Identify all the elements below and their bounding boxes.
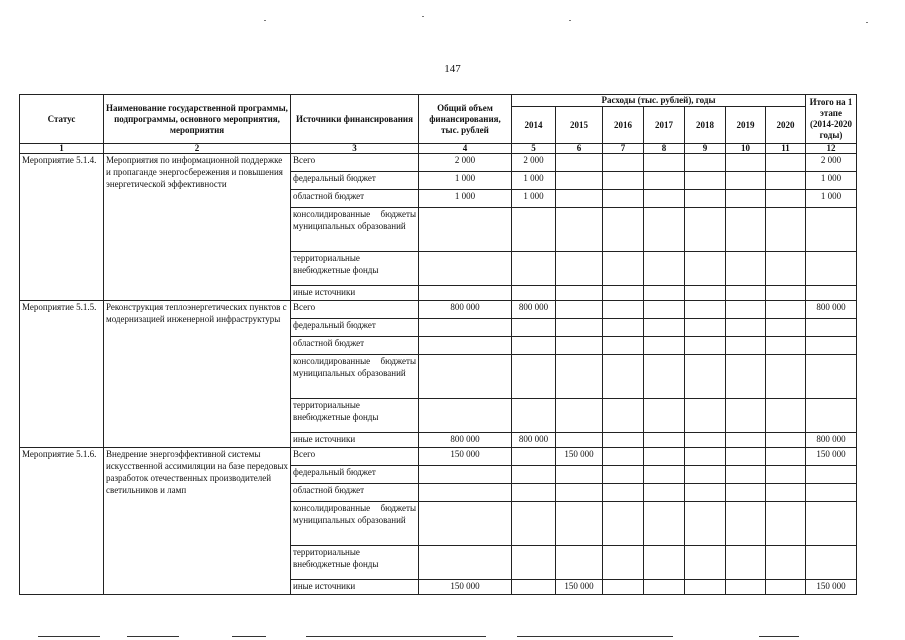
amount-cell	[603, 319, 644, 337]
header-year: 2018	[685, 107, 726, 144]
amount-cell	[419, 546, 512, 580]
scan-speck	[422, 16, 424, 17]
amount-cell	[766, 448, 806, 466]
amount-cell	[556, 286, 603, 301]
amount-cell	[644, 399, 685, 433]
amount-cell: 150 000	[556, 580, 603, 595]
amount-cell	[603, 502, 644, 546]
amount-cell	[726, 252, 766, 286]
amount-cell: 800 000	[419, 301, 512, 319]
column-number: 8	[644, 144, 685, 154]
event-name-cell: Реконструкция теплоэнергетических пунктов с модернизацией инженерной инфраструктуры	[104, 301, 291, 448]
amount-cell	[766, 466, 806, 484]
amount-cell	[419, 319, 512, 337]
amount-cell: 800 000	[419, 433, 512, 448]
amount-cell	[556, 190, 603, 208]
table-body	[20, 154, 857, 595]
amount-cell	[603, 399, 644, 433]
amount-cell: 2 000	[512, 154, 556, 172]
header-year: 2016	[603, 107, 644, 144]
column-number: 5	[512, 144, 556, 154]
amount-cell	[603, 433, 644, 448]
amount-cell	[603, 448, 644, 466]
amount-cell	[512, 546, 556, 580]
amount-cell	[556, 546, 603, 580]
amount-cell	[685, 319, 726, 337]
amount-cell: 800 000	[512, 301, 556, 319]
funding-source-cell: территориальные внебюджетные фонды	[291, 399, 419, 433]
amount-cell: 150 000	[806, 580, 857, 595]
amount-cell	[766, 301, 806, 319]
amount-cell	[685, 301, 726, 319]
amount-cell	[766, 502, 806, 546]
amount-cell	[766, 319, 806, 337]
amount-cell	[685, 208, 726, 252]
amount-cell	[512, 580, 556, 595]
amount-cell	[556, 252, 603, 286]
funding-source-cell: федеральный бюджет	[291, 466, 419, 484]
amount-cell	[556, 301, 603, 319]
amount-cell	[419, 484, 512, 502]
amount-cell	[419, 399, 512, 433]
header-year: 2017	[644, 107, 685, 144]
header-sources: Источники финансирования	[291, 95, 419, 144]
amount-cell	[685, 484, 726, 502]
scan-speck	[264, 20, 266, 21]
funding-source-cell: иные источники	[291, 580, 419, 595]
amount-cell	[603, 172, 644, 190]
amount-cell	[603, 337, 644, 355]
column-numbers-row	[20, 144, 857, 154]
header-stage-total: Итого на 1 этапе (2014-2020 годы)	[806, 95, 857, 144]
amount-cell: 1 000	[419, 172, 512, 190]
amount-cell	[726, 286, 766, 301]
amount-cell	[603, 208, 644, 252]
amount-cell	[685, 546, 726, 580]
amount-cell	[806, 208, 857, 252]
funding-source-cell: консолидированные бюджеты муниципальных образований	[291, 208, 419, 252]
scan-edge	[306, 636, 486, 637]
header-year: 2020	[766, 107, 806, 144]
funding-source-cell: Всего	[291, 301, 419, 319]
amount-cell	[419, 502, 512, 546]
funding-source-cell: консолидированные бюджеты муниципальных образований	[291, 355, 419, 399]
amount-cell: 150 000	[806, 448, 857, 466]
amount-cell	[603, 154, 644, 172]
amount-cell	[685, 399, 726, 433]
amount-cell	[766, 355, 806, 399]
amount-cell	[603, 546, 644, 580]
amount-cell	[644, 355, 685, 399]
amount-cell	[644, 319, 685, 337]
amount-cell	[806, 484, 857, 502]
header-row	[20, 95, 857, 107]
amount-cell	[644, 154, 685, 172]
amount-cell	[766, 580, 806, 595]
amount-cell	[419, 355, 512, 399]
amount-cell	[419, 208, 512, 252]
amount-cell	[806, 286, 857, 301]
financing-table	[19, 94, 857, 595]
amount-cell	[644, 208, 685, 252]
scan-edge	[232, 636, 266, 637]
column-number: 1	[20, 144, 104, 154]
amount-cell	[512, 399, 556, 433]
funding-source-cell: территориальные внебюджетные фонды	[291, 546, 419, 580]
amount-cell	[512, 286, 556, 301]
amount-cell	[806, 466, 857, 484]
amount-cell	[644, 337, 685, 355]
column-number: 7	[603, 144, 644, 154]
amount-cell	[556, 337, 603, 355]
amount-cell	[556, 433, 603, 448]
amount-cell	[512, 319, 556, 337]
amount-cell	[556, 355, 603, 399]
amount-cell	[806, 546, 857, 580]
scan-edge	[127, 636, 179, 637]
column-number: 9	[685, 144, 726, 154]
amount-cell	[766, 252, 806, 286]
header-expenses-group: Расходы (тыс. рублей), годы	[512, 95, 806, 107]
amount-cell	[766, 286, 806, 301]
event-name-cell: Мероприятия по информационной поддержке и пропаганде энергосбережения и повышения энергетической эффективности	[104, 154, 291, 301]
amount-cell	[685, 580, 726, 595]
amount-cell	[644, 580, 685, 595]
amount-cell	[644, 301, 685, 319]
amount-cell	[603, 301, 644, 319]
amount-cell	[644, 433, 685, 448]
amount-cell	[644, 190, 685, 208]
scan-speck	[569, 20, 571, 21]
amount-cell	[685, 337, 726, 355]
funding-source-cell: территориальные внебюджетные фонды	[291, 252, 419, 286]
amount-cell	[726, 399, 766, 433]
column-number: 11	[766, 144, 806, 154]
amount-cell	[556, 319, 603, 337]
amount-cell	[512, 466, 556, 484]
amount-cell	[419, 466, 512, 484]
amount-cell	[556, 466, 603, 484]
header-year: 2019	[726, 107, 766, 144]
amount-cell	[603, 580, 644, 595]
header-name: Наименование государственной программы, подпрограммы, основного мероприятия, мероприятия	[104, 95, 291, 144]
funding-source-cell: Всего	[291, 448, 419, 466]
funding-source-cell: областной бюджет	[291, 337, 419, 355]
amount-cell	[726, 484, 766, 502]
amount-cell	[726, 172, 766, 190]
amount-cell: 1 000	[512, 172, 556, 190]
amount-cell	[685, 172, 726, 190]
amount-cell	[556, 154, 603, 172]
column-number: 10	[726, 144, 766, 154]
amount-cell: 1 000	[512, 190, 556, 208]
amount-cell	[766, 154, 806, 172]
amount-cell	[644, 286, 685, 301]
amount-cell: 2 000	[419, 154, 512, 172]
amount-cell	[766, 172, 806, 190]
amount-cell: 1 000	[419, 190, 512, 208]
amount-cell	[603, 466, 644, 484]
amount-cell	[644, 252, 685, 286]
amount-cell: 800 000	[806, 301, 857, 319]
amount-cell	[603, 484, 644, 502]
amount-cell	[556, 502, 603, 546]
amount-cell	[419, 337, 512, 355]
amount-cell	[806, 502, 857, 546]
amount-cell	[644, 502, 685, 546]
amount-cell	[685, 448, 726, 466]
amount-cell: 800 000	[806, 433, 857, 448]
amount-cell	[766, 484, 806, 502]
amount-cell	[685, 355, 726, 399]
funding-source-cell: Всего	[291, 154, 419, 172]
amount-cell	[685, 502, 726, 546]
column-number: 6	[556, 144, 603, 154]
amount-cell	[644, 546, 685, 580]
amount-cell	[806, 337, 857, 355]
amount-cell	[512, 448, 556, 466]
amount-cell: 1 000	[806, 172, 857, 190]
amount-cell: 150 000	[419, 580, 512, 595]
amount-cell	[512, 355, 556, 399]
header-year: 2015	[556, 107, 603, 144]
amount-cell	[766, 399, 806, 433]
amount-cell: 1 000	[806, 190, 857, 208]
amount-cell	[512, 502, 556, 546]
funding-source-cell: областной бюджет	[291, 484, 419, 502]
column-number: 3	[291, 144, 419, 154]
amount-cell	[726, 301, 766, 319]
amount-cell	[419, 252, 512, 286]
amount-cell	[726, 319, 766, 337]
amount-cell	[726, 502, 766, 546]
event-name-cell: Внедрение энергоэффективной системы искусственной ассимиляции на базе передовых разработок отечественных производителей светильников и ламп	[104, 448, 291, 595]
amount-cell	[512, 337, 556, 355]
amount-cell	[603, 286, 644, 301]
table-row	[20, 448, 857, 466]
amount-cell: 2 000	[806, 154, 857, 172]
header-total: Общий объем финансирования, тыс. рублей	[419, 95, 512, 144]
scan-edge	[759, 636, 799, 637]
status-cell: Мероприятие 5.1.6.	[20, 448, 104, 595]
column-number: 2	[104, 144, 291, 154]
funding-source-cell: областной бюджет	[291, 190, 419, 208]
amount-cell	[766, 433, 806, 448]
amount-cell	[556, 172, 603, 190]
amount-cell	[512, 208, 556, 252]
scan-speck	[866, 22, 868, 23]
amount-cell	[806, 252, 857, 286]
amount-cell	[726, 337, 766, 355]
scan-edge	[38, 636, 100, 637]
amount-cell	[726, 208, 766, 252]
amount-cell	[726, 580, 766, 595]
status-cell: Мероприятие 5.1.4.	[20, 154, 104, 301]
amount-cell: 800 000	[512, 433, 556, 448]
amount-cell	[603, 190, 644, 208]
funding-source-cell: федеральный бюджет	[291, 319, 419, 337]
amount-cell	[685, 433, 726, 448]
amount-cell	[644, 466, 685, 484]
amount-cell: 150 000	[556, 448, 603, 466]
amount-cell	[603, 355, 644, 399]
amount-cell	[512, 484, 556, 502]
amount-cell	[685, 286, 726, 301]
amount-cell	[556, 399, 603, 433]
table-row	[20, 154, 857, 172]
amount-cell	[726, 448, 766, 466]
column-number: 4	[419, 144, 512, 154]
amount-cell	[726, 355, 766, 399]
amount-cell	[726, 154, 766, 172]
amount-cell	[644, 172, 685, 190]
amount-cell	[806, 399, 857, 433]
column-number: 12	[806, 144, 857, 154]
funding-source-cell: иные источники	[291, 286, 419, 301]
amount-cell	[685, 154, 726, 172]
funding-source-cell: консолидированные бюджеты муниципальных образований	[291, 502, 419, 546]
amount-cell	[685, 190, 726, 208]
amount-cell	[685, 466, 726, 484]
table-row	[20, 301, 857, 319]
amount-cell	[644, 484, 685, 502]
funding-source-cell: федеральный бюджет	[291, 172, 419, 190]
amount-cell	[556, 484, 603, 502]
amount-cell: 150 000	[419, 448, 512, 466]
amount-cell	[419, 286, 512, 301]
amount-cell	[766, 190, 806, 208]
amount-cell	[685, 252, 726, 286]
amount-cell	[603, 252, 644, 286]
amount-cell	[726, 190, 766, 208]
status-cell: Мероприятие 5.1.5.	[20, 301, 104, 448]
amount-cell	[512, 252, 556, 286]
header-year: 2014	[512, 107, 556, 144]
amount-cell	[766, 337, 806, 355]
amount-cell	[766, 208, 806, 252]
header-status: Статус	[20, 95, 104, 144]
amount-cell	[806, 319, 857, 337]
amount-cell	[556, 208, 603, 252]
amount-cell	[766, 546, 806, 580]
amount-cell	[726, 433, 766, 448]
page-number: 147	[444, 63, 461, 75]
amount-cell	[644, 448, 685, 466]
funding-source-cell: иные источники	[291, 433, 419, 448]
amount-cell	[726, 466, 766, 484]
amount-cell	[806, 355, 857, 399]
amount-cell	[726, 546, 766, 580]
scan-edge	[517, 636, 673, 637]
